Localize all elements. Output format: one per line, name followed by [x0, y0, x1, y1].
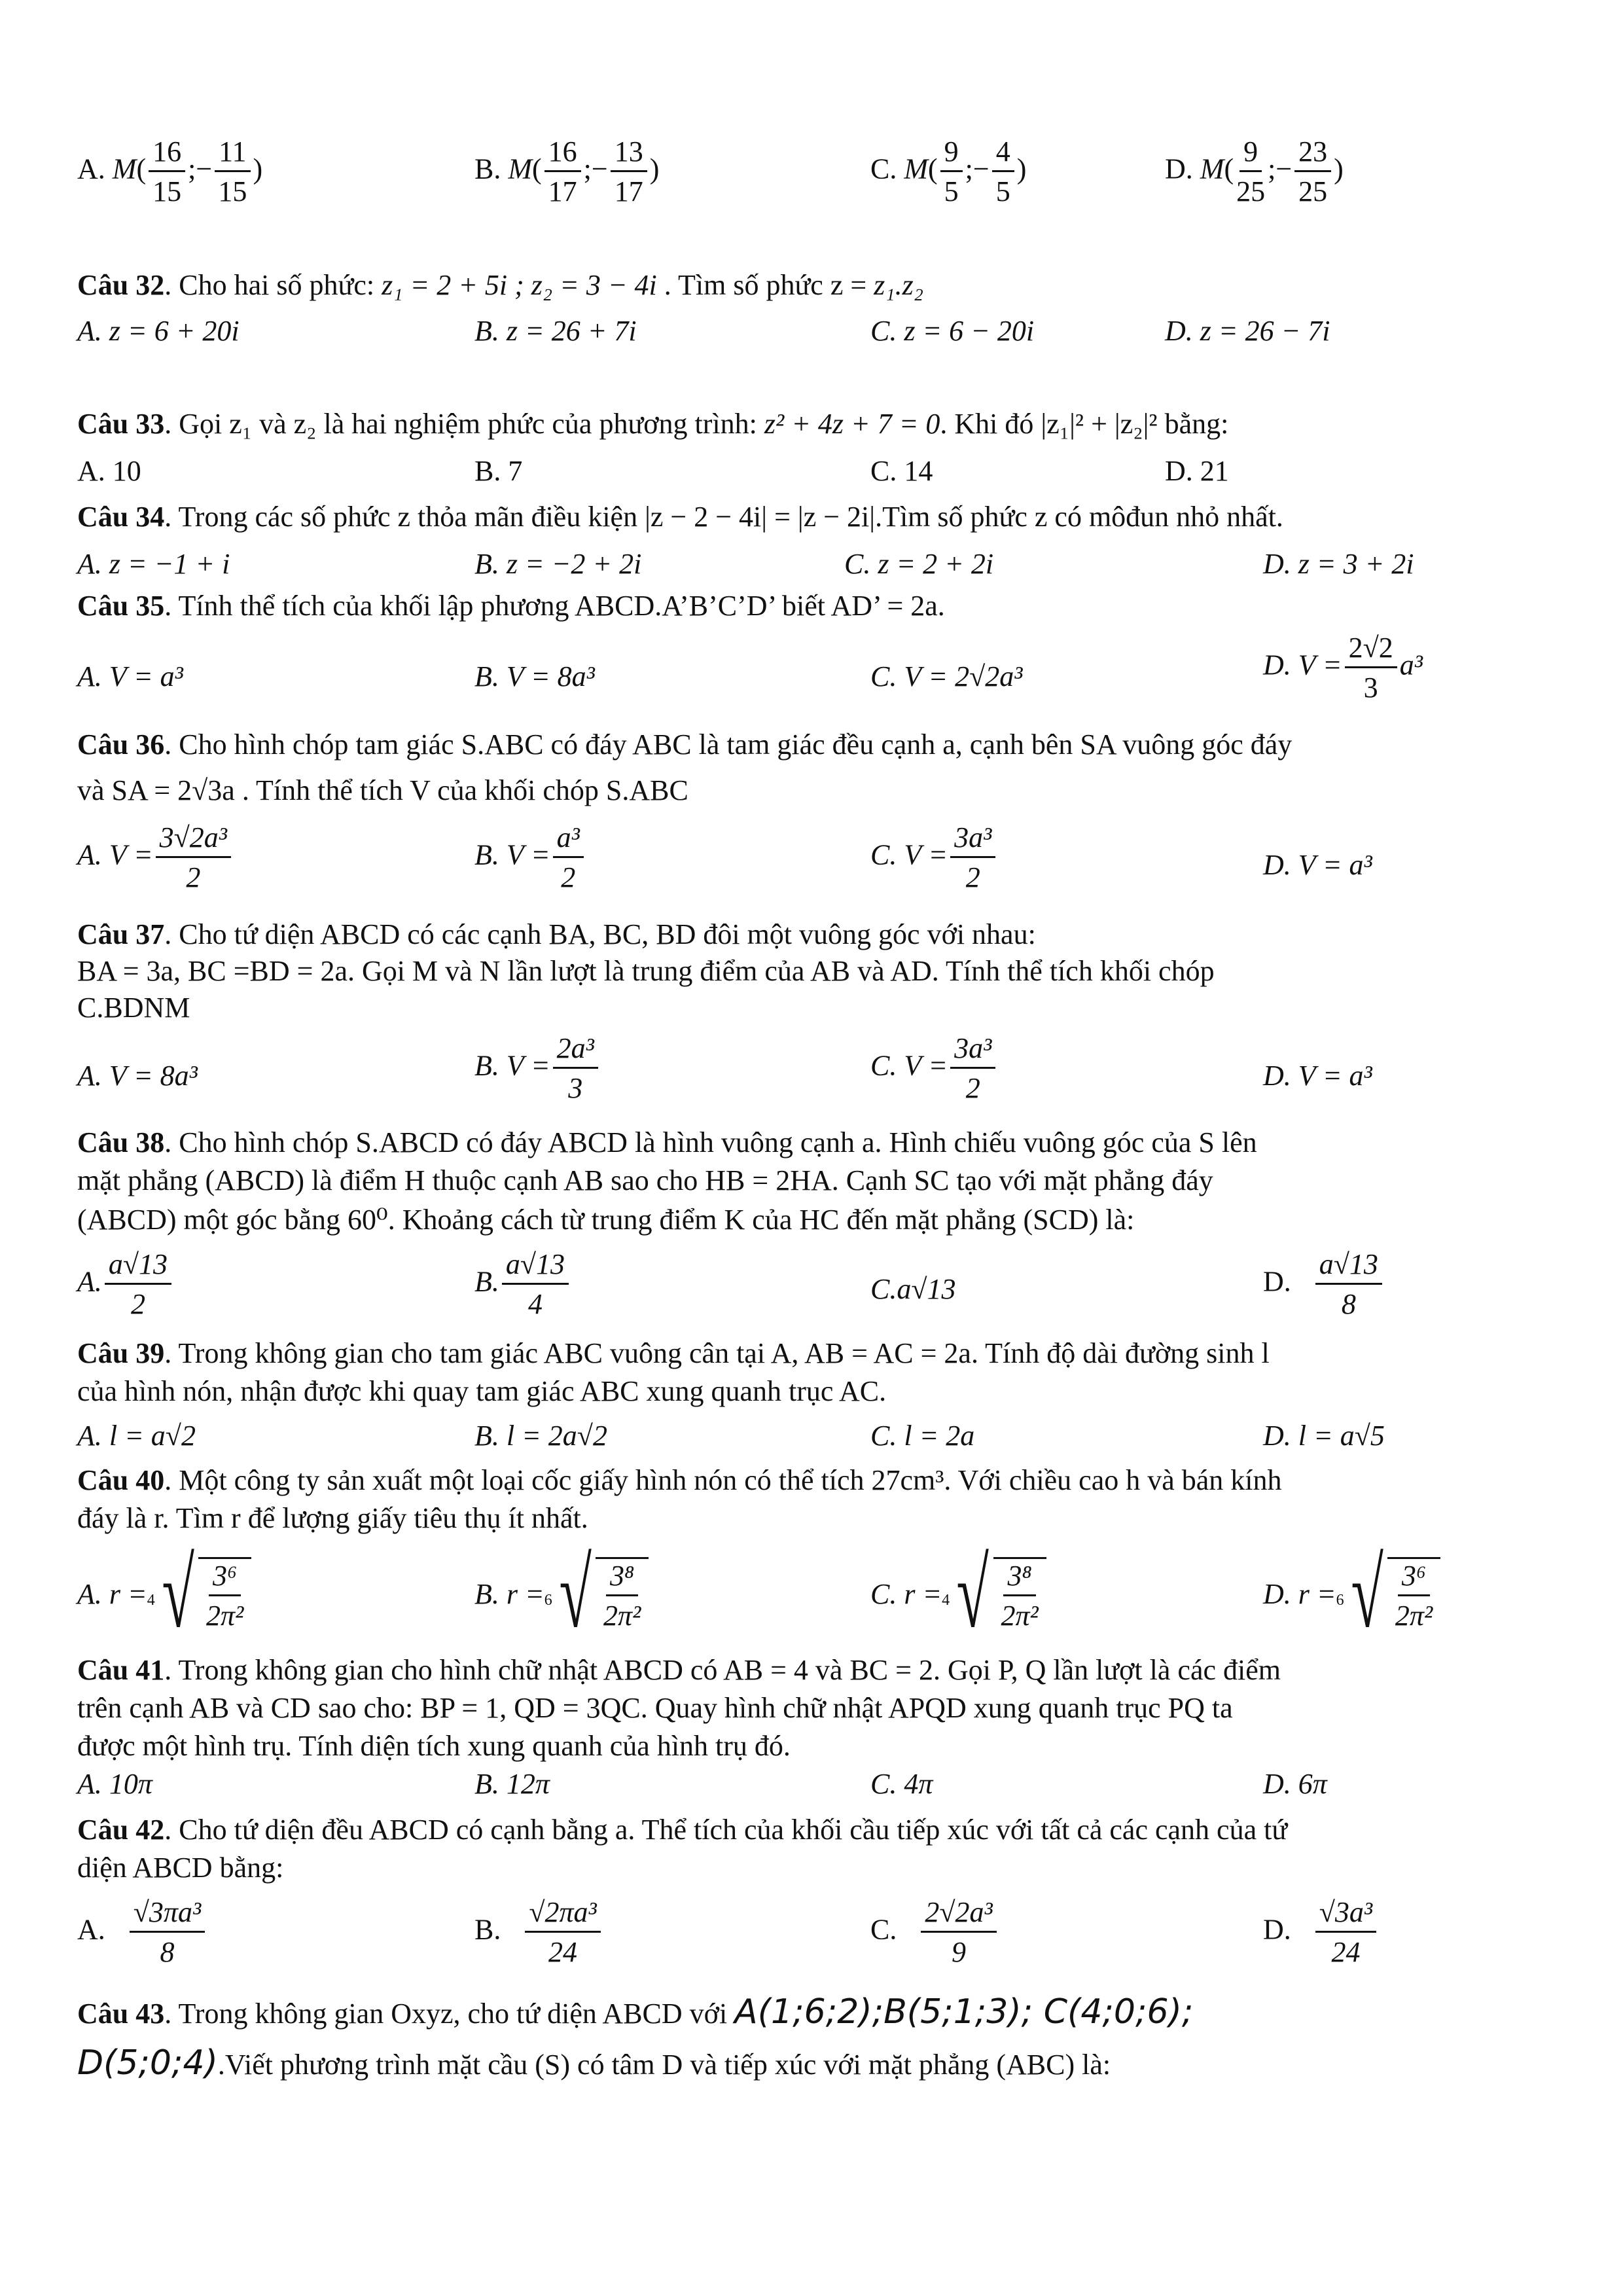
- q37-stem-3: C.BDNM: [77, 992, 190, 1024]
- q31-option-a: A. M( $\frac{16}{15}$ ;− $\frac{11}{15}$ ): [77, 135, 263, 207]
- q38-option-a: A. $\frac{a√13}{2}$: [77, 1250, 174, 1319]
- q37-option-d: D. V = a³: [1263, 1060, 1372, 1092]
- q33-option-a: A. 10: [77, 455, 141, 487]
- q42-option-c: C. $\frac{\text{2√2a³}}{9}$: [870, 1898, 999, 1967]
- q34-stem: Câu 34. Trong các số phức z thỏa mãn điều kiện |z − 2 − 4i| = |z − 2i|.Tìm số phức z có môđun nhỏ nhất.: [77, 501, 1283, 533]
- q40-option-d: D. r = 6 √ $\frac{\text{3⁶}}{\text{2π²}}$: [1263, 1545, 1440, 1643]
- q31-option-d: D. M( $\frac{9}{25}$ ;− $\frac{23}{25}$ ): [1165, 135, 1344, 207]
- q32-stem: Câu 32. Cho hai số phức: z₁ = 2 + 5i ; z₂ = 3 − 4i . Tìm số phức z = z₁.z₂: [77, 269, 924, 301]
- q31-option-b: B. M( $\frac{16}{17}$ ;− $\frac{13}{17}$ ): [474, 135, 660, 207]
- q41-stem-2: trên cạnh AB và CD sao cho: BP = 1, QD = 3QC. Quay hình chữ nhật APQD xung quanh trục PQ ta: [77, 1692, 1233, 1724]
- q43-stem-2: D(5;0;4).Viết phương trình mặt cầu (S) có tâm D và tiếp xúc với mặt phẳng (ABC) là:: [77, 2043, 1111, 2083]
- q41-option-a: A. 10π: [77, 1768, 152, 1800]
- q38-stem: Câu 38. Cho hình chóp S.ABCD có đáy ABCD là hình vuông cạnh a. Hình chiếu vuông góc của S lên: [77, 1126, 1257, 1158]
- q33-option-b: B. 7: [474, 455, 523, 487]
- q39-stem-2: của hình nón, nhận được khi quay tam giác ABC xung quanh trục AC.: [77, 1375, 887, 1407]
- q36-option-b: B. V = $\frac{\text{a³}}{2}$: [474, 823, 586, 892]
- q32-option-d: D. z = 26 − 7i: [1165, 315, 1330, 347]
- q43-stem: Câu 43. Trong không gian Oxyz, cho tứ diện ABCD với A(1;6;2);B(5;1;3); C(4;0;6);: [77, 1992, 1194, 2032]
- q36-option-c: C. V = $\frac{\text{3a³}}{2}$: [870, 823, 998, 892]
- q33-option-d: D. 21: [1165, 455, 1229, 487]
- q32-option-b: B. z = 26 + 7i: [474, 315, 637, 347]
- q38-option-b: B. $\frac{a√13}{4}$: [474, 1250, 571, 1319]
- q36-option-d: D. V = a³: [1263, 849, 1372, 881]
- q34-option-d: D. z = 3 + 2i: [1263, 548, 1414, 580]
- q42-option-a: A. $\frac{\text{√3πa³}}{8}$: [77, 1898, 207, 1967]
- q31-option-c: C. M( $\frac{9}{5}$ ;− $\frac{4}{5}$ ): [870, 135, 1027, 207]
- q35-option-b: B. V = 8a³: [474, 660, 595, 692]
- q34-option-b: B. z = −2 + 2i: [474, 548, 642, 580]
- q40-option-a: A. r = 4 √ $\frac{\text{3⁶}}{\text{2π²}}$: [77, 1545, 251, 1643]
- q33-stem: Câu 33. Gọi z₁ và z₂ là hai nghiệm phức của phương trình: z² + 4z + 7 = 0. Khi đó |z₁|² + |z₂|² bằng:: [77, 408, 1229, 440]
- q35-option-c: C. V = 2√2a³: [870, 660, 1023, 692]
- q34-option-c: C. z = 2 + 2i: [844, 548, 994, 580]
- q35-option-a: A. V = a³: [77, 660, 183, 692]
- q39-option-b: B. l = 2a√2: [474, 1420, 607, 1452]
- q38-stem-2: mặt phẳng (ABCD) là điểm H thuộc cạnh AB sao cho HB = 2HA. Cạnh SC tạo với mặt phẳng đáy: [77, 1164, 1213, 1196]
- q41-option-d: D. 6π: [1263, 1768, 1327, 1800]
- q37-option-a: A. V = 8a³: [77, 1060, 198, 1092]
- q41-stem-3: được một hình trụ. Tính diện tích xung quanh của hình trụ đó.: [77, 1730, 791, 1762]
- q39-stem: Câu 39. Trong không gian cho tam giác ABC vuông cân tại A, AB = AC = 2a. Tính độ dài đường sinh l: [77, 1337, 1270, 1369]
- q40-stem: Câu 40. Một công ty sản xuất một loại cốc giấy hình nón có thể tích 27cm³. Với chiều cao h và bán kính: [77, 1464, 1282, 1496]
- q41-stem: Câu 41. Trong không gian cho hình chữ nhật ABCD có AB = 4 và BC = 2. Gọi P, Q lần lượt là các điểm: [77, 1654, 1281, 1686]
- q35-option-d: D. V = $\frac{2√2}{3}$ a³: [1263, 632, 1423, 704]
- q37-option-b: B. V = $\frac{\text{2a³}}{3}$: [474, 1034, 601, 1103]
- q37-option-c: C. V = $\frac{\text{3a³}}{2}$: [870, 1034, 998, 1103]
- q40-option-b: B. r = 6 √ $\frac{\text{3⁸}}{\text{2π²}}$: [474, 1545, 649, 1643]
- q32-option-a: A. z = 6 + 20i: [77, 315, 240, 347]
- q34-option-a: A. z = −1 + i: [77, 548, 230, 580]
- q38-stem-3: (ABCD) một góc bằng 60⁰. Khoảng cách từ trung điểm K của HC đến mặt phẳng (SCD) là:: [77, 1204, 1135, 1236]
- q42-option-b: B. $\frac{\text{√2πa³}}{24}$: [474, 1898, 603, 1967]
- q42-stem: Câu 42. Cho tứ diện đều ABCD có cạnh bằng a. Thể tích của khối cầu tiếp xúc với tất cả các cạnh của tứ: [77, 1814, 1288, 1846]
- q38-option-c: C.a√13: [870, 1273, 956, 1305]
- q41-option-b: B. 12π: [474, 1768, 550, 1800]
- q39-option-c: C. l = 2a: [870, 1420, 975, 1452]
- q32-option-c: C. z = 6 − 20i: [870, 315, 1035, 347]
- q38-option-d: D. $\frac{a√13}{8}$: [1263, 1250, 1385, 1319]
- q42-stem-2: diện ABCD bằng:: [77, 1852, 284, 1884]
- q41-option-c: C. 4π: [870, 1768, 933, 1800]
- q36-option-a: A. V = $\frac{\text{3√2a³}}{2}$: [77, 823, 234, 892]
- q40-option-c: C. r = 4 √ $\frac{\text{3⁸}}{\text{2π²}}$: [870, 1545, 1046, 1643]
- q39-option-d: D. l = a√5: [1263, 1420, 1385, 1452]
- q39-option-a: A. l = a√2: [77, 1420, 196, 1452]
- q35-stem: Câu 35. Tính thể tích của khối lập phương ABCD.A’B’C’D’ biết AD’ = 2a.: [77, 590, 945, 622]
- q37-stem-2: BA = 3a, BC =BD = 2a. Gọi M và N lần lượt là trung điểm của AB và AD. Tính thể tích khối chóp: [77, 955, 1215, 987]
- q36-stem: Câu 36. Cho hình chóp tam giác S.ABC có đáy ABC là tam giác đều cạnh a, cạnh bên SA vuông góc đáy: [77, 728, 1293, 761]
- q33-option-c: C. 14: [870, 455, 933, 487]
- q37-stem: Câu 37. Cho tứ diện ABCD có các cạnh BA, BC, BD đôi một vuông góc với nhau:: [77, 918, 1036, 950]
- q36-stem-2: và SA = 2√3a . Tính thể tích V của khối chóp S.ABC: [77, 774, 688, 806]
- q42-option-d: D. $\frac{\text{√3a³}}{24}$: [1263, 1898, 1379, 1967]
- q40-stem-2: đáy là r. Tìm r để lượng giấy tiêu thụ ít nhất.: [77, 1502, 588, 1534]
